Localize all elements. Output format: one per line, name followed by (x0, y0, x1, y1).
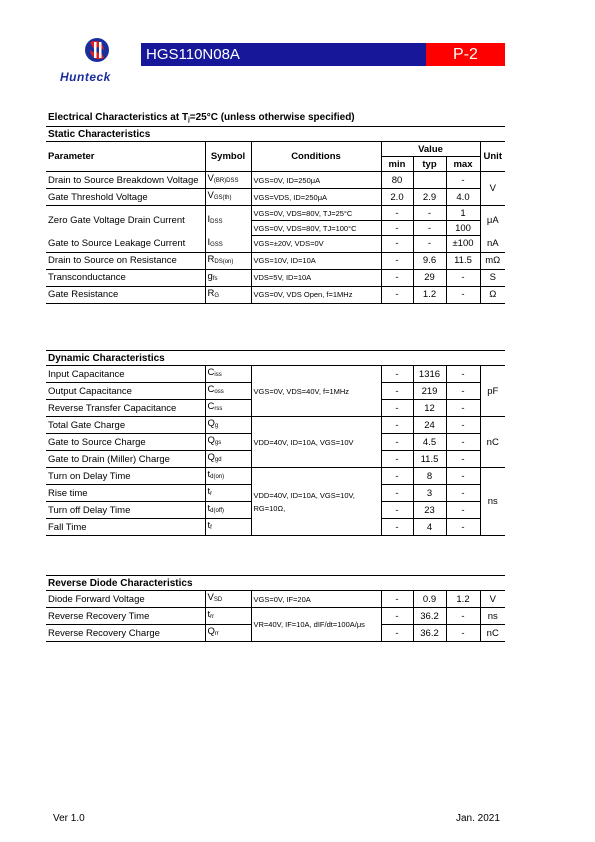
header-max: max (446, 157, 480, 172)
table-row: Turn off Delay Time $t_{d(off)}$ - 23 - (46, 502, 505, 519)
header-unit: Unit (480, 142, 505, 172)
table-row: Fall Time $t_f$ - 4 - (46, 519, 505, 536)
table-row: Gate Threshold Voltage $V_{GS(th)}$ VGS=VDS, ID=250μA 2.0 2.9 4.0 (46, 189, 505, 206)
header-conditions: Conditions (251, 142, 381, 172)
table-row: VGS=0V, VDS=80V, TJ=100°C - - 100 (46, 221, 505, 236)
header-symbol: Symbol (205, 142, 251, 172)
header-min: min (381, 157, 413, 172)
table-row: Gate to Source Leakage Current $I_{GSS}$ VGS=±20V, VDS=0V - - ±100 nA (46, 236, 505, 253)
table-row: Transconductance $g_{fs}$ VDS=5V, ID=10A - 29 - S (46, 269, 505, 286)
table-row: Diode Forward Voltage $V_{SD}$ VGS=0V, IF=20A - 0.9 1.2 V (46, 591, 505, 608)
page-label: P-2 (426, 43, 505, 66)
header-value: Value (381, 142, 480, 157)
table-row: Drain to Source on Resistance $R_{DS(on)}$ VGS=10V, ID=10A - 9.6 11.5 mΩ (46, 252, 505, 269)
footer-version: Ver 1.0 (53, 813, 85, 824)
static-characteristics-table (46, 126, 505, 304)
header-parameter: Parameter (46, 142, 205, 172)
table-row: Reverse Recovery Time $t_{rr}$ VR=40V, IF=10A, dIF/dt=100A/μs - 36.2 - ns (46, 608, 505, 625)
table-row: Input Capacitance $C_{iss}$ VGS=0V, VDS=40V, f=1MHz - 1316 - pF (46, 366, 505, 383)
table-row: Rise time $t_r$ - 3 - (46, 485, 505, 502)
table-row: Total Gate Charge $Q_g$ VDD=40V, ID=10A, VGS=10V - 24 - nC (46, 417, 505, 434)
table-row: Reverse Transfer Capacitance $C_{rss}$ - 12 - (46, 400, 505, 417)
table-row: Output Capacitance $C_{oss}$ - 219 - (46, 383, 505, 400)
reverse-diode-table (46, 575, 505, 642)
footer-date: Jan. 2021 (456, 813, 500, 824)
dynamic-title: Dynamic Characteristics (46, 351, 505, 366)
table-row: Turn on Delay Time $t_{d(on)}$ VDD=40V, ID=10A, VGS=10V, RG=10Ω, - 8 - ns (46, 468, 505, 485)
dynamic-characteristics-table (46, 350, 505, 536)
table-row: Drain to Source Breakdown Voltage $V_{(BR)DSS}$ VGS=0V, ID=250μA 80 - V (46, 172, 505, 189)
part-number-title: HGS110N08A (141, 43, 426, 66)
electrical-title: Electrical Characteristics at $T_j=25^\circ C$ (unless otherwise specified) (48, 112, 355, 123)
table-row: Gate Resistance $R_G$ VGS=0V, VDS Open, f=1MHz - 1.2 - Ω (46, 286, 505, 303)
table-row: Zero Gate Voltage Drain Current $I_{DSS}$ VGS=0V, VDS=80V, TJ=25°C - - 1 μA (46, 206, 505, 221)
header-typ: typ (413, 157, 446, 172)
logo-text: Hunteck (60, 70, 111, 84)
table-row: Gate to Drain (Miller) Charge $Q_{gd}$ - 11.5 - (46, 451, 505, 468)
table-row: Gate to Source Charge $Q_{gs}$ - 4.5 - (46, 434, 505, 451)
static-title: Static Characteristics (46, 127, 505, 142)
table-row: Reverse Recovery Charge $Q_{rr}$ - 36.2 - nC (46, 625, 505, 642)
diode-title: Reverse Diode Characteristics (46, 576, 505, 591)
